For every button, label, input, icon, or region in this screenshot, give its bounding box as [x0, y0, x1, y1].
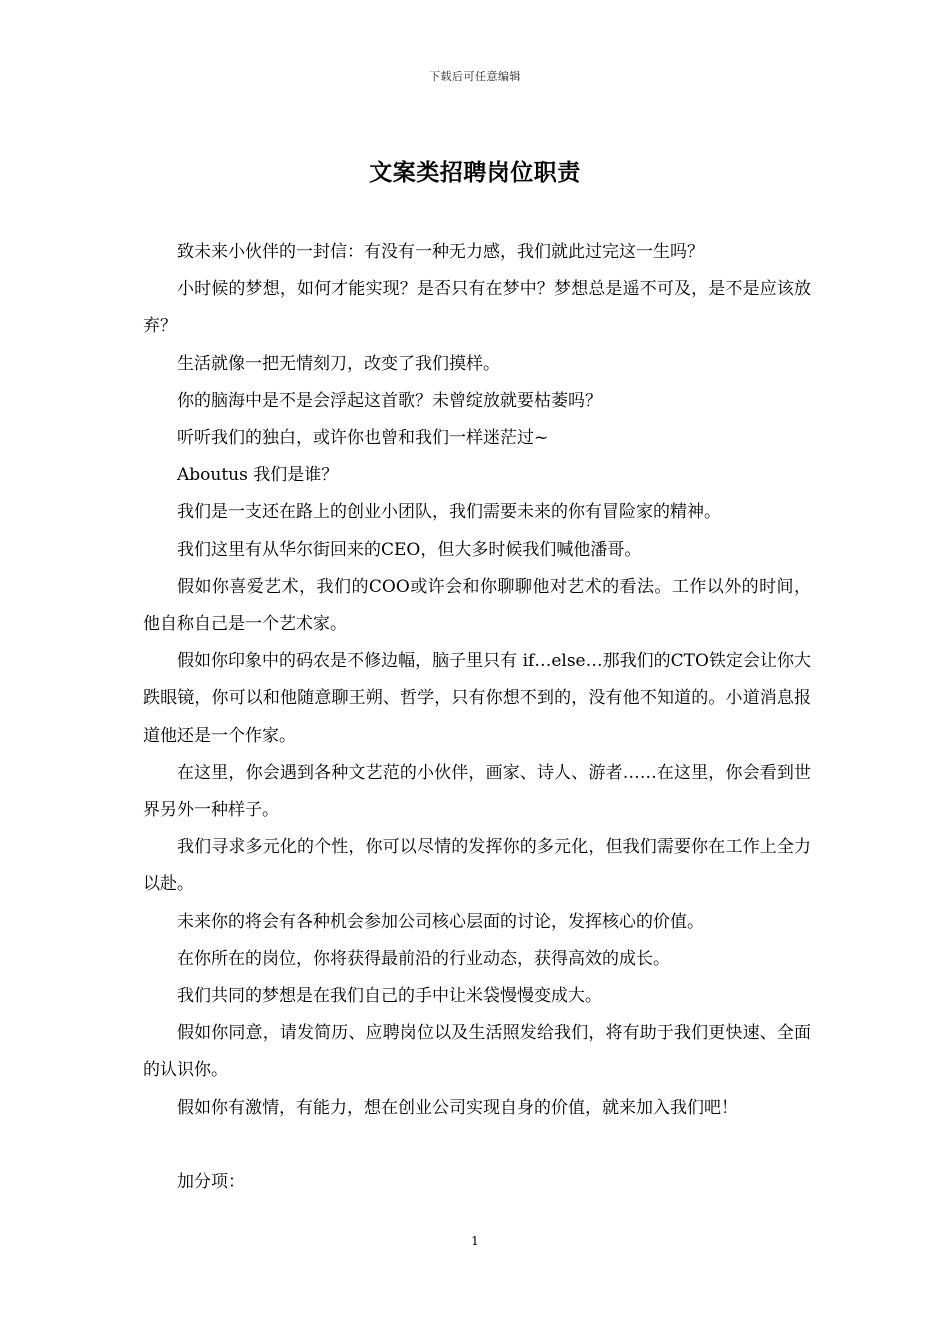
paragraph: 致未来小伙伴的一封信：有没有一种无力感，我们就此过完这一生吗？ [177, 242, 704, 262]
document-title: 文案类招聘岗位职责 [369, 159, 581, 186]
document-body [143, 234, 811, 1201]
paragraph: 生活就像一把无情刻刀，改变了我们摸样。 [177, 353, 500, 374]
paragraph: 未来你的将会有各种机会参加公司核心层面的讨论，发挥核心的价值。 [177, 911, 704, 932]
bonus-label: 加分项： [177, 1172, 245, 1193]
paragraph: 假如你同意，请发简历、应聘岗位以及生活照发给我们，将有助于我们更快速、全面的认识你。 [143, 1023, 811, 1081]
paragraph: 小时候的梦想，如何才能实现？是否只有在梦中？梦想总是遥不可及，是不是应该放弃？ [143, 279, 811, 337]
paragraph: 你的脑海中是不是会浮起这首歌？未曾绽放就要枯萎吗？ [177, 390, 602, 411]
paragraph: 假如你有激情，有能力，想在创业公司实现自身的价值，就来加入我们吧！ [177, 1097, 738, 1118]
paragraph: Aboutus 我们是谁？ [177, 465, 339, 486]
paragraph: 在这里，你会遇到各种文艺范的小伙伴，画家、诗人、游者……在这里，你会看到世界另外一种样子。 [143, 762, 811, 821]
paragraph: 我们这里有从华尔街回来的CEO，但大多时候我们喊他潘哥。 [177, 539, 642, 560]
paragraph: 我们共同的梦想是在我们自己的手中让米袋慢慢变成大。 [177, 986, 602, 1007]
page-number: 1 [471, 1234, 479, 1248]
header-note: 下载后可任意编辑 [429, 70, 521, 83]
paragraph: 我们寻求多元化的个性，你可以尽情的发挥你的多元化，但我们需要你在工作上全力以赴。 [143, 837, 811, 895]
paragraph: 在你所在的岗位，你将获得最前沿的行业动态，获得高效的成长。 [177, 948, 670, 969]
paragraph: 我们是一支还在路上的创业小团队，我们需要未来的你有冒险家的精神。 [177, 502, 721, 523]
paragraph: 假如你印象中的码农是不修边幅，脑子里只有 if…else…那我们的CTO铁定会让你大跌眼镜，你可以和他随意聊王朔、哲学，只有你想不到的，没有他不知道的。小道消息报道他还是一个作家。 [143, 651, 811, 746]
paragraph: 听听我们的独白，或许你也曾和我们一样迷茫过~ [177, 428, 549, 449]
paragraph: 假如你喜爱艺术，我们的COO或许会和你聊聊他对艺术的看法。工作以外的时间，他自称自己是一个艺术家。 [143, 576, 811, 635]
blank-line [143, 1127, 811, 1164]
